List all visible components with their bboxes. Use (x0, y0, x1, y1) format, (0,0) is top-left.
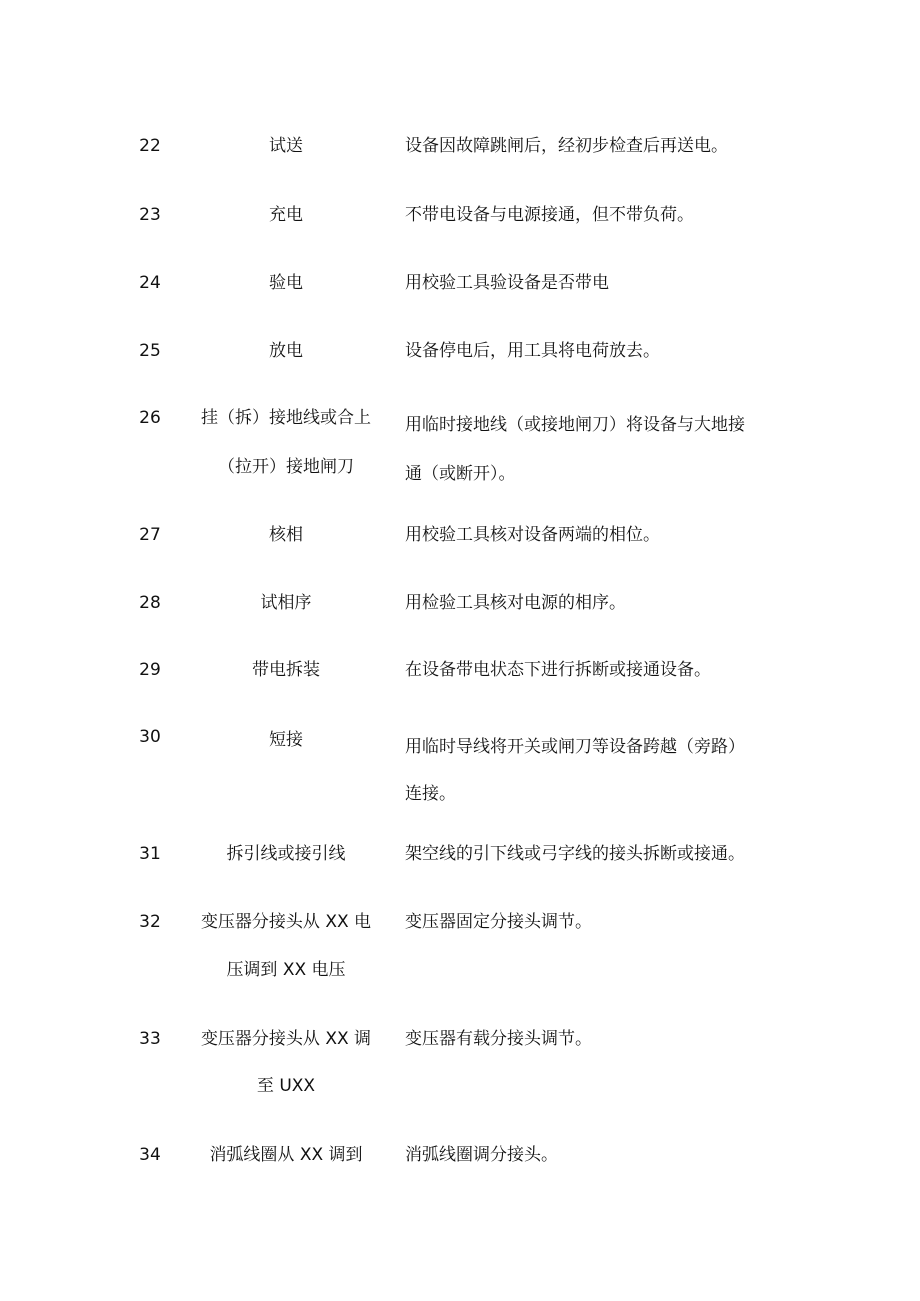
item-number: 34 (139, 1145, 161, 1165)
item-number: 33 (139, 1029, 161, 1049)
description-text: 消弧线圈调分接头。 (405, 1145, 558, 1165)
description-text: 用校验工具验设备是否带电 (405, 273, 609, 293)
item-number: 26 (139, 408, 161, 428)
term-text: 拆引线或接引线 (226, 844, 346, 864)
term-text: （拉开）接地闸刀 (218, 457, 354, 477)
description-text: 用检验工具核对电源的相序。 (405, 593, 626, 613)
description-text: 在设备带电状态下进行拆断或接通设备。 (405, 660, 711, 680)
item-number: 24 (139, 273, 161, 293)
item-number: 28 (139, 593, 161, 613)
item-number: 25 (139, 341, 161, 361)
description-text: 设备因故障跳闸后，经初步检查后再送电。 (405, 136, 728, 156)
term-text: 放电 (269, 341, 303, 361)
item-number: 30 (139, 727, 161, 747)
term-text: 短接 (269, 730, 303, 750)
description-text: 设备停电后，用工具将电荷放去。 (405, 341, 660, 361)
term-text: 充电 (269, 205, 303, 225)
item-number: 23 (139, 205, 161, 225)
description-text: 用临时导线将开关或闸刀等设备跨越（旁路） (405, 737, 745, 757)
description-text: 不带电设备与电源接通，但不带负荷。 (405, 205, 694, 225)
term-text: 试送 (269, 136, 303, 156)
term-text: 变压器分接头从 XX 调 (200, 1029, 372, 1049)
description-text: 连接。 (405, 784, 456, 804)
term-text: 消弧线圈从 XX 调到 (209, 1145, 363, 1165)
description-text: 变压器有载分接头调节。 (405, 1029, 592, 1049)
term-text: 压调到 XX 电压 (226, 960, 346, 980)
description-text: 架空线的引下线或弓字线的接头拆断或接通。 (405, 844, 745, 864)
term-text: 至 UXX (256, 1076, 316, 1096)
term-text: 验电 (269, 273, 303, 293)
description-text: 通（或断开）。 (405, 464, 516, 484)
description-text: 变压器固定分接头调节。 (405, 912, 592, 932)
item-number: 27 (139, 525, 161, 545)
item-number: 32 (139, 912, 161, 932)
item-number: 22 (139, 136, 161, 156)
term-text: 带电拆装 (252, 660, 320, 680)
item-number: 29 (139, 660, 161, 680)
term-text: 核相 (269, 525, 303, 545)
item-number: 31 (139, 844, 161, 864)
term-text: 试相序 (260, 593, 312, 613)
description-text: 用临时接地线（或接地闸刀）将设备与大地接 (405, 415, 745, 435)
term-text: 挂（拆）接地线或合上 (201, 408, 371, 428)
term-text: 变压器分接头从 XX 电 (200, 912, 372, 932)
description-text: 用校验工具核对设备两端的相位。 (405, 525, 660, 545)
